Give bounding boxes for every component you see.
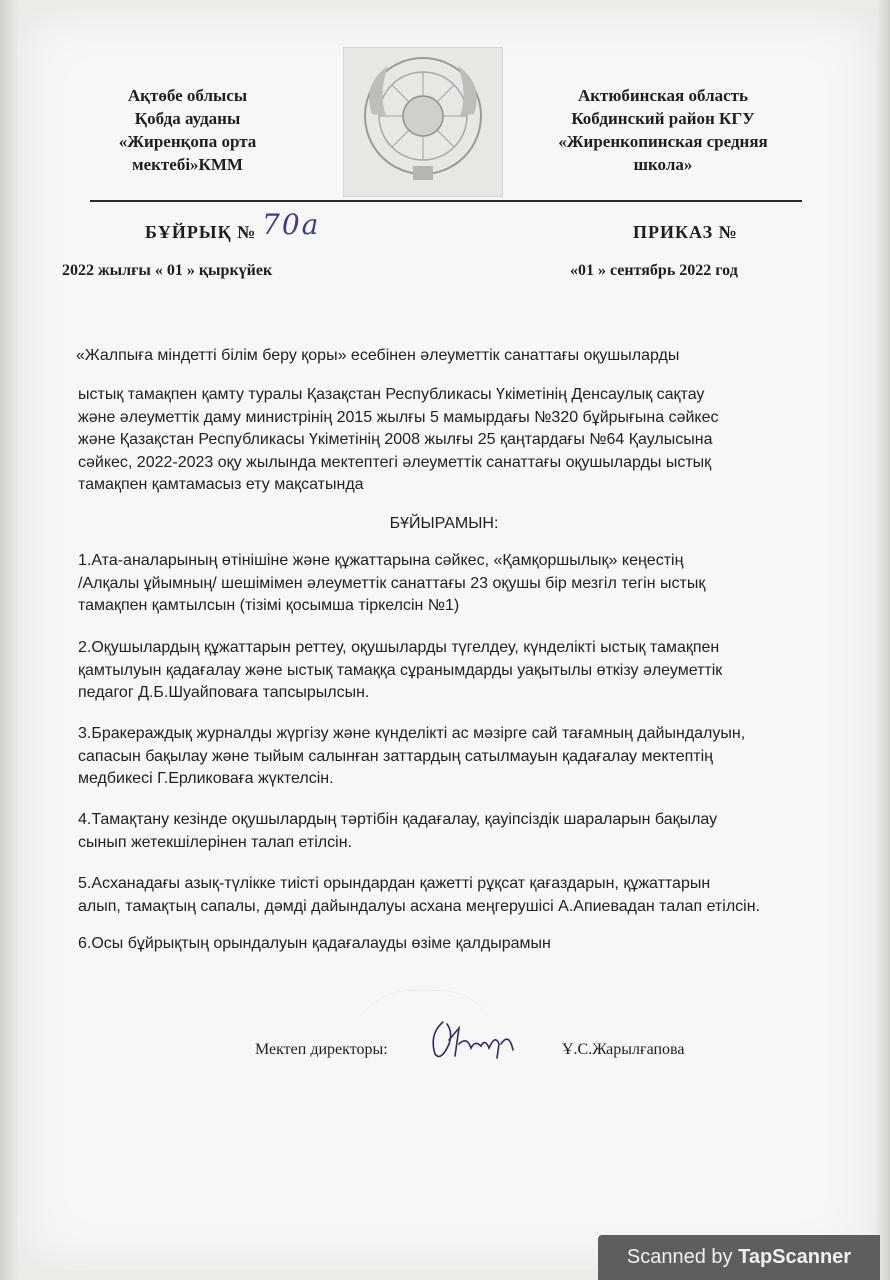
order-item-6 (78, 933, 810, 956)
intro-line: ыстық тамақпен қамту туралы Қазақстан Республикасы Үкіметінің Денсаулық сақтау (78, 386, 705, 403)
order-heading: БҰЙЫРАМЫН: (389, 515, 499, 532)
item-line: 3.Бракераждық журналды жүргізу және күнделікті ас мәзірге сай тағамның дайындалуын, (78, 725, 746, 742)
header-kz-line: Қобда ауданы (134, 109, 241, 128)
header-ru-line: Кобдинский район КГУ (571, 109, 755, 128)
header-divider (90, 200, 802, 202)
item-line: тамақпен қамтылсын (тізімі қосымша тіркелсін №1) (78, 597, 460, 614)
item-line: сынып жетекшілерінен талап етілсін. (78, 833, 352, 851)
order-date-kz: 2022 жылғы « 01 » қыркүйек (62, 262, 273, 279)
intro-line: сәйкес, 2022-2023 оқу жылында мектептегі әлеуметтік санаттағы оқушыларды ыстық (78, 453, 712, 471)
order-item-4 (78, 809, 810, 854)
header-ru-line: школа» (633, 155, 693, 174)
item-line: 6.Осы бұйрықтың орындалуын қадағалауды өзіме қалдырамын (78, 935, 551, 952)
intro-paragraph (78, 384, 810, 497)
header-ru (533, 84, 793, 176)
handwritten-signature (425, 1014, 525, 1064)
order-item-1 (78, 550, 810, 618)
item-line: /Алқалы ұйымның/ шешімімен әлеуметтік санаттағы 23 оқушы бір мезгіл тегін ыстық (78, 574, 706, 592)
item-line: 5.Асханадағы азық-түлікке тиісті орындардан қажетті рұқсат қағаздарын, құжаттарын (78, 875, 711, 892)
item-line: сапасын бақылау және тыйым салынған заттардың сатылмауын қадағалау мектептің (78, 747, 714, 765)
order-date-ru: «01 » сентябрь 2022 год (570, 262, 738, 279)
item-line: 1.Ата-аналарының өтінішіне және құжаттарына сәйкес, «Қамқоршылық» кеңестің (78, 552, 684, 569)
item-line: медбикесі Г.Ерликоваға жүктелсін. (78, 770, 334, 787)
item-line: алып, тамақтың сапалы, дәмді дайындалуы асхана меңгерушісі А.Апиевадан талап етілсін. (78, 897, 760, 915)
order-item-3 (78, 723, 810, 791)
intro-line: және әлеуметтік даму министрінің 2015 жылғы 5 мамырдағы №320 бұйрығына сәйкес (78, 408, 719, 426)
header-ru-line: «Жиренкопинская средняя (558, 132, 768, 151)
watermark-prefix: Scanned by (626, 1246, 739, 1268)
order-item-5 (78, 873, 810, 918)
header-ru-line: Актюбинская область (577, 86, 749, 105)
header-kz-line: Ақтөбе облысы (127, 86, 248, 105)
signature-label: Мектеп директоры: (255, 1041, 388, 1058)
item-line: 4.Тамақтану кезінде оқушылардың тәртібін қадағалау, қауіпсіздік шараларын бақылау (78, 811, 718, 828)
state-emblem (343, 47, 503, 197)
item-line: қамтылуын қадағалау және ыстық тамаққа сұранымдарды уақытылы өткізу әлеуметтік (78, 661, 723, 679)
order-number-handwritten: 70а (262, 208, 321, 241)
header-kz-line: «Жиренқопа орта (118, 132, 257, 151)
order-item-2 (78, 637, 810, 705)
emblem-icon (358, 54, 488, 188)
order-title-kz: БҰЙРЫҚ № (145, 222, 257, 242)
scan-edge-right (876, 0, 890, 1280)
intro-line: және Қазақстан Республикасы Үкіметінің 2008 жылғы 25 қаңтардағы №64 Қаулысына (78, 431, 713, 448)
item-line: педагог Д.Б.Шуайповаға тапсырылсын. (78, 684, 370, 701)
item-line: 2.Оқушылардың құжаттарын реттеу, оқушыларды түгелдеу, күнделікті ыстық тамақпен (78, 639, 720, 656)
scan-edge-left (0, 0, 18, 1280)
order-title-ru: ПРИКАЗ № (633, 222, 738, 242)
watermark-brand: TapScanner (738, 1246, 852, 1268)
scanner-watermark (598, 1235, 880, 1280)
header-kz (105, 84, 270, 176)
intro-line: «Жалпыға міндетті білім беру қоры» есебінен әлеуметтік санаттағы оқушыларды (76, 347, 680, 364)
intro-line: тамақпен қамтамасыз ету мақсатында (78, 476, 364, 493)
signatory-name: Ұ.С.Жарылғапова (562, 1041, 685, 1058)
header-kz-line: мектебі»КММ (132, 155, 243, 174)
